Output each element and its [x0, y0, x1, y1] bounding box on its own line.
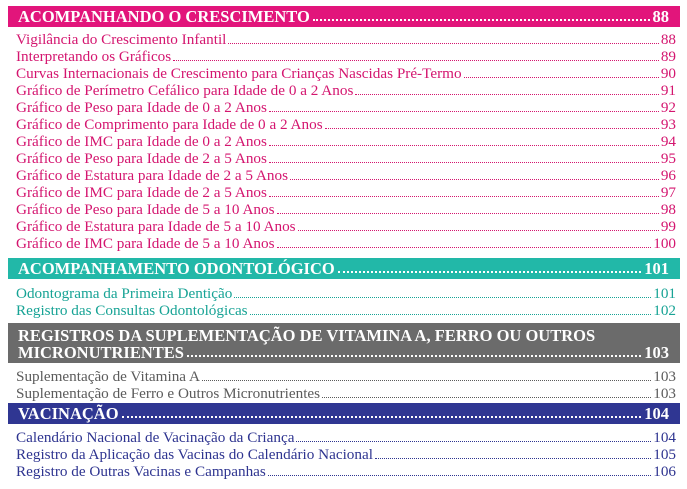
toc-entry[interactable] — [16, 116, 676, 133]
leader-dots — [228, 43, 658, 44]
leader-dots — [355, 94, 658, 95]
toc-entry[interactable] — [16, 167, 676, 184]
section-page-number: 88 — [652, 7, 669, 26]
entry-page-number: 101 — [653, 285, 676, 302]
entry-title: Registro da Aplicação das Vacinas do Calendário Nacional — [16, 446, 373, 463]
entry-page-number: 97 — [660, 184, 676, 201]
entry-title: Vigilância do Crescimento Infantil — [16, 31, 227, 48]
toc-entry[interactable] — [16, 385, 676, 402]
toc-entry[interactable] — [16, 463, 676, 480]
toc-entry[interactable] — [16, 235, 676, 252]
entry-page-number: 89 — [660, 48, 676, 65]
leader-dots — [122, 416, 642, 418]
entry-title: Interpretando os Gráficos — [16, 48, 172, 65]
toc-entry[interactable] — [16, 150, 676, 167]
entry-title: Registro de Outras Vacinas e Campanhas — [16, 463, 266, 480]
entry-page-number: 95 — [660, 150, 676, 167]
leader-dots — [464, 77, 659, 78]
entry-page-number: 103 — [653, 368, 676, 385]
leader-dots — [268, 475, 651, 476]
section-entries — [8, 424, 680, 480]
leader-dots — [277, 247, 652, 248]
leader-dots — [325, 128, 659, 129]
section-header-vaccination[interactable] — [8, 403, 680, 424]
entry-title: Gráfico de Peso para Idade de 0 a 2 Anos — [16, 99, 267, 116]
entry-title: Odontograma da Primeira Dentição — [16, 285, 233, 302]
section-title-row — [18, 344, 669, 361]
toc-entry[interactable] — [16, 446, 676, 463]
leader-dots — [269, 196, 659, 197]
toc-section-growth — [8, 6, 680, 252]
entry-title: Gráfico de Estatura para Idade de 5 a 10 Anos — [16, 218, 296, 235]
toc-entry[interactable] — [16, 201, 676, 218]
leader-dots — [269, 145, 659, 146]
entry-title: Gráfico de IMC para Idade de 2 a 5 Anos — [16, 184, 267, 201]
section-header-supplementation[interactable] — [8, 323, 680, 363]
section-page-number: 103 — [644, 343, 669, 362]
section-entries — [8, 279, 680, 319]
entry-page-number: 90 — [660, 65, 676, 82]
entry-title: Suplementação de Vitamina A — [16, 368, 200, 385]
leader-dots — [234, 297, 651, 298]
entry-title: Gráfico de Peso para Idade de 5 a 10 Anos — [16, 201, 275, 218]
leader-dots — [202, 380, 651, 381]
entry-page-number: 104 — [653, 429, 676, 446]
entry-title: Gráfico de Perímetro Cefálico para Idade de 0 a 2 Anos — [16, 82, 354, 99]
toc-entry[interactable] — [16, 368, 676, 385]
toc-entry[interactable] — [16, 48, 676, 65]
entry-page-number: 102 — [653, 302, 676, 319]
entry-page-number: 98 — [660, 201, 676, 218]
toc-section-supplementation — [8, 323, 680, 402]
toc-section-dental — [8, 258, 680, 319]
entry-title: Gráfico de IMC para Idade de 5 a 10 Anos — [16, 235, 275, 252]
entry-page-number: 100 — [653, 235, 676, 252]
toc-entry[interactable] — [16, 302, 676, 319]
leader-dots — [269, 111, 659, 112]
leader-dots — [298, 230, 659, 231]
entry-title: Gráfico de Comprimento para Idade de 0 a 2 Anos — [16, 116, 323, 133]
entry-page-number: 99 — [660, 218, 676, 235]
leader-dots — [250, 314, 652, 315]
entry-page-number: 96 — [660, 167, 676, 184]
toc-entry[interactable] — [16, 65, 676, 82]
section-title-line2: MICRONUTRIENTES — [18, 343, 184, 362]
entry-title: Suplementação de Ferro e Outros Micronutrientes — [16, 385, 321, 402]
section-title-line1: REGISTROS DA SUPLEMENTAÇÃO DE VITAMINA A, FERRO OU OUTROS — [18, 326, 596, 345]
toc-entry[interactable] — [16, 429, 676, 446]
section-page-number: 104 — [644, 404, 669, 423]
entry-title: Gráfico de IMC para Idade de 0 a 2 Anos — [16, 133, 267, 150]
toc-entry[interactable] — [16, 99, 676, 116]
section-header-dental[interactable] — [8, 258, 680, 279]
toc-entry[interactable] — [16, 285, 676, 302]
entry-title: Gráfico de Estatura para Idade de 2 a 5 Anos — [16, 167, 288, 184]
entry-page-number: 105 — [653, 446, 676, 463]
section-title: VACINAÇÃO — [18, 404, 119, 423]
section-entries — [8, 27, 680, 252]
leader-dots — [290, 179, 659, 180]
entry-page-number: 103 — [653, 385, 676, 402]
toc-section-vaccination — [8, 403, 680, 480]
leader-dots — [173, 60, 659, 61]
toc-entry[interactable] — [16, 218, 676, 235]
section-page-number: 101 — [644, 259, 669, 278]
toc-entry[interactable] — [16, 31, 676, 48]
section-title: ACOMPANHAMENTO ODONTOLÓGICO — [18, 259, 335, 278]
section-title: ACOMPANHANDO O CRESCIMENTO — [18, 7, 310, 26]
entry-title: Calendário Nacional de Vacinação da Criança — [16, 429, 295, 446]
leader-dots — [322, 397, 651, 398]
toc-entry[interactable] — [16, 184, 676, 201]
entry-title: Registro das Consultas Odontológicas — [16, 302, 248, 319]
entry-title: Curvas Internacionais de Crescimento para Crianças Nascidas Pré-Termo — [16, 65, 462, 82]
leader-dots — [296, 441, 651, 442]
entry-page-number: 93 — [660, 116, 676, 133]
leader-dots — [187, 355, 641, 357]
entry-page-number: 92 — [660, 99, 676, 116]
entry-title: Gráfico de Peso para Idade de 2 a 5 Anos — [16, 150, 267, 167]
entry-page-number: 94 — [660, 133, 676, 150]
toc-entry[interactable] — [16, 82, 676, 99]
section-header-growth[interactable] — [8, 6, 680, 27]
entry-page-number: 91 — [660, 82, 676, 99]
section-entries — [8, 363, 680, 402]
toc-entry[interactable] — [16, 133, 676, 150]
entry-page-number: 106 — [653, 463, 676, 480]
leader-dots — [269, 162, 659, 163]
leader-dots — [375, 458, 651, 459]
leader-dots — [338, 271, 642, 273]
entry-page-number: 88 — [660, 31, 676, 48]
leader-dots — [313, 19, 650, 21]
leader-dots — [277, 213, 659, 214]
